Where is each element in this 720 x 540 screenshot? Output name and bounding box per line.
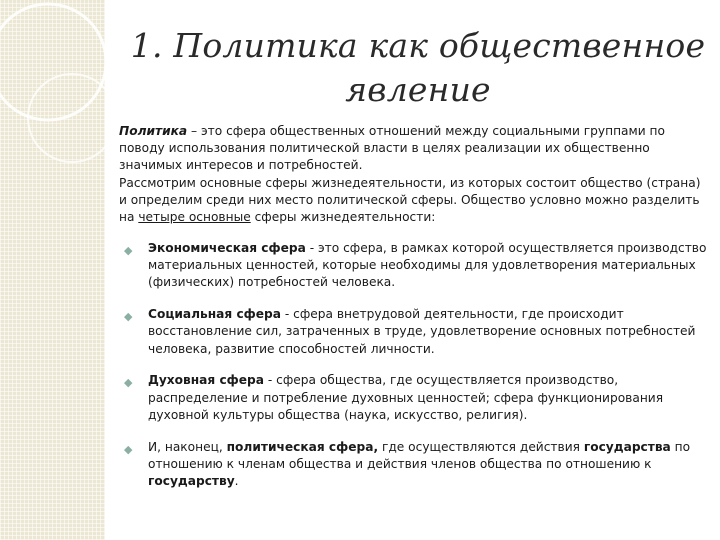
political-text-1: И, наконец, xyxy=(148,439,227,454)
political-text-3: по отношению к членам общества и действия членов общества по отношению к xyxy=(148,439,691,471)
diamond-bullet-icon: ◆ xyxy=(124,376,133,390)
diamond-bullet-icon: ◆ xyxy=(124,310,133,324)
spheres-list xyxy=(119,240,711,505)
spheres-intro-paragraph xyxy=(119,175,711,227)
sphere-name-political: политическая сфера, xyxy=(226,439,379,454)
diamond-bullet-icon: ◆ xyxy=(124,244,133,257)
term-state-dative: государству xyxy=(148,474,235,489)
diamond-bullet-icon: ◆ xyxy=(124,442,133,456)
sphere-name: Духовная сфера xyxy=(148,373,264,388)
sphere-description: - это сфера, в рамках которой осуществляется производство материальных ценностей, которые необходимы для удовлетворения материальных (физических) потребностей человека. xyxy=(148,241,707,290)
list-item-economic xyxy=(119,240,711,292)
underlined-four-main: четыре основные xyxy=(138,210,251,225)
sphere-name: Социальная сфера xyxy=(148,307,281,322)
definition-text: – это сфера общественных отношений между социальными группами по поводу использования политической власти в целях реализации их общественно значимых интересов и потребностей. xyxy=(119,124,665,173)
intro-text xyxy=(119,123,711,226)
sphere-description: - сфера общества, где осуществляется производство, распределение и потребление духовных ценностей; сфера функционирования духовной культуры общества (наука, искусство, религия). xyxy=(148,373,664,422)
slide-title-line-1: 1. Политика как общественное xyxy=(130,26,706,65)
definition-paragraph xyxy=(119,123,711,175)
slide-title xyxy=(128,24,708,112)
sphere-name: Экономическая сфера xyxy=(148,241,306,255)
spheres-intro-text: Рассмотрим основные сферы жизнедеятельности, из которых состоит общество (страна) и определим среди них место политической сферы. Общество условно можно разделить на xyxy=(119,175,701,225)
political-text-end: . xyxy=(234,474,239,489)
list-item-spiritual xyxy=(119,372,711,424)
political-text-2: где осуществляются действия xyxy=(378,439,584,454)
sphere-description: - сфера внетрудовой деятельности, где происходит восстановление сил, затраченных в труде, удовлетворение основных потребностей человека, развитие способностей личности. xyxy=(148,307,696,356)
term-politics: Политика xyxy=(119,124,188,138)
slide-title-line-2: явление xyxy=(345,70,491,109)
list-item-political xyxy=(119,439,711,491)
term-state: государства xyxy=(583,439,671,454)
spheres-intro-text-end: сферы жизнедеятельности: xyxy=(250,210,436,225)
list-item-social xyxy=(119,306,711,358)
